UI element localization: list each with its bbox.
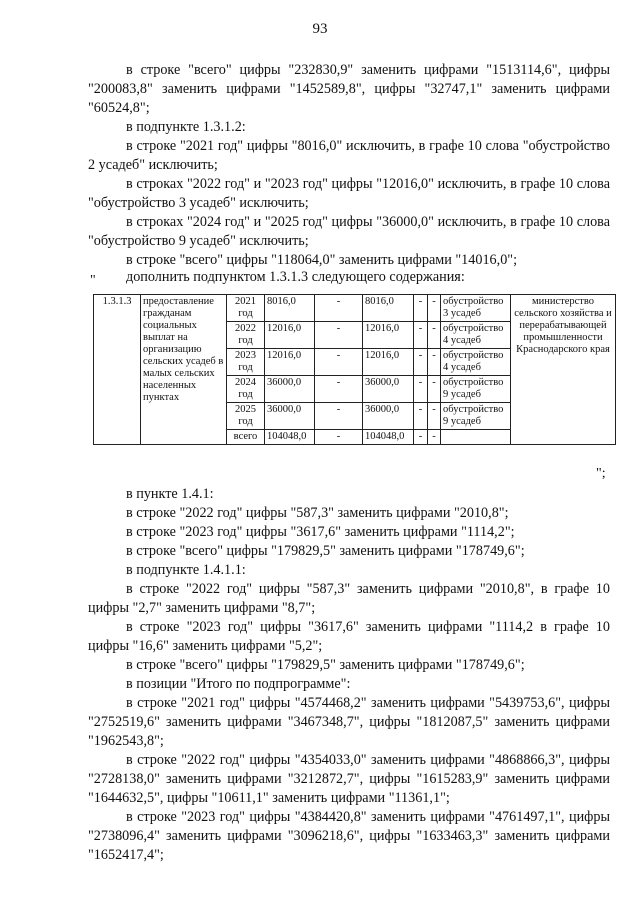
cell-c4: -: [428, 295, 441, 322]
paragraph: в строке "2023 год" цифры "3617,6" заменить цифрами "1114,2 в графе 10 цифры "16,6" заменить цифрами "5,2";: [88, 619, 610, 654]
row-executor: министерство сельского хозяйства и перерабатывающей промышленности Краснодарского края: [511, 295, 616, 445]
cell-c3: -: [414, 349, 428, 376]
paragraph: в строках "2024 год" и "2025 год" цифры "36000,0" исключить, в графе 10 слова "обустройство 9 усадеб" исключить;: [88, 214, 610, 249]
paragraph: в подпункте 1.4.1.1:: [126, 562, 246, 578]
cell-c1: -: [315, 376, 363, 403]
quote-close: ";: [596, 466, 606, 481]
cell-result: обустройство 4 усадеб: [441, 349, 511, 376]
paragraph: в строке "2022 год" цифры "4354033,0" заменить цифрами "4868866,3", цифры "2728138,0" заменить цифрами "3212872,7", цифры "1615283,9" заменить цифрами "1644632,5", цифры "10611,1" заменить цифрами "11361,1";: [88, 752, 610, 806]
cell-total: 12016,0: [265, 349, 315, 376]
paragraph: в строке "всего" цифры "179829,5" заменить цифрами "178749,6";: [126, 657, 525, 673]
cell-c2: 12016,0: [363, 349, 414, 376]
cell-year: 2025 год: [227, 403, 265, 430]
cell-c3: -: [414, 430, 428, 445]
paragraph: в подпункте 1.3.1.2:: [126, 119, 246, 135]
cell-c1: -: [315, 322, 363, 349]
cell-result: [441, 430, 511, 445]
cell-year: 2022 год: [227, 322, 265, 349]
paragraph: в строке "2022 год" цифры "587,3" заменить цифрами "2010,8";: [126, 505, 509, 521]
cell-total: 36000,0: [265, 403, 315, 430]
cell-year: 2024 год: [227, 376, 265, 403]
cell-c2: 36000,0: [363, 403, 414, 430]
cell-c3: -: [414, 403, 428, 430]
cell-year: всего: [227, 430, 265, 445]
paragraph: в строке "всего" цифры "179829,5" заменить цифрами "178749,6";: [126, 543, 525, 559]
cell-c4: -: [428, 322, 441, 349]
cell-c2: 36000,0: [363, 376, 414, 403]
paragraph: дополнить подпунктом 1.3.1.3 следующего содержания:: [126, 269, 465, 285]
paragraph: в строке "2021 год" цифры "8016,0" исключить, в графе 10 слова "обустройство 2 усадеб" исключить;: [88, 138, 610, 173]
cell-total: 8016,0: [265, 295, 315, 322]
paragraph: в строке "всего" цифры "232830,9" заменить цифрами "1513114,6", цифры "200083,8" заменить цифрами "1452589,8", цифры "32747,1" заменить цифрами "60524,8";: [88, 62, 610, 116]
paragraph: в строке "2023 год" цифры "4384420,8" заменить цифрами "4761497,1", цифры "2738096,4" заменить цифрами "3096218,6", цифры "1633463,3" заменить цифрами "1652417,4";: [88, 809, 610, 863]
cell-total: 104048,0: [265, 430, 315, 445]
cell-c2: 104048,0: [363, 430, 414, 445]
paragraph: в пункте 1.4.1:: [126, 486, 214, 502]
cell-c3: -: [414, 295, 428, 322]
paragraph: в строке "2022 год" цифры "587,3" заменить цифрами "2010,8", в графе 10 цифры "2,7" заменить цифрами "8,7";: [88, 581, 610, 616]
row-code: 1.3.1.3: [94, 295, 141, 445]
paragraph: в строке "2021 год" цифры "4574468,2" заменить цифрами "5439753,6", цифры "2752519,6" заменить цифрами "3467348,7", цифры "1812087,5" заменить цифрами "1962543,8";: [88, 695, 610, 749]
cell-c1: -: [315, 403, 363, 430]
cell-c3: -: [414, 322, 428, 349]
quote-open: ": [90, 273, 96, 288]
cell-c1: -: [315, 349, 363, 376]
cell-result: обустройство 4 усадеб: [441, 322, 511, 349]
cell-c2: 8016,0: [363, 295, 414, 322]
cell-c2: 12016,0: [363, 322, 414, 349]
cell-result: обустройство 3 усадеб: [441, 295, 511, 322]
cell-year: 2023 год: [227, 349, 265, 376]
cell-c4: -: [428, 376, 441, 403]
cell-year: 2021 год: [227, 295, 265, 322]
cell-result: обустройство 9 усадеб: [441, 376, 511, 403]
cell-c3: -: [414, 376, 428, 403]
cell-c4: -: [428, 430, 441, 445]
cell-c1: -: [315, 295, 363, 322]
insert-table: [93, 294, 616, 445]
cell-total: 12016,0: [265, 322, 315, 349]
page-number: 93: [312, 21, 328, 37]
cell-total: 36000,0: [265, 376, 315, 403]
cell-c1: -: [315, 430, 363, 445]
paragraph: в строке "2023 год" цифры "3617,6" заменить цифрами "1114,2";: [126, 524, 515, 540]
paragraph: в строке "всего" цифры "118064,0" заменить цифрами "14016,0";: [126, 252, 518, 268]
cell-c4: -: [428, 403, 441, 430]
cell-c4: -: [428, 349, 441, 376]
row-description: предоставление гражданам социальных выплат на организацию сельских усадеб в малых сельских населенных пунктах: [141, 295, 227, 445]
paragraph: в строках "2022 год" и "2023 год" цифры "12016,0" исключить, в графе 10 слова "обустройство 3 усадеб" исключить;: [88, 176, 610, 211]
paragraph: в позиции "Итого по подпрограмме":: [126, 676, 351, 692]
cell-result: обустройство 9 усадеб: [441, 403, 511, 430]
